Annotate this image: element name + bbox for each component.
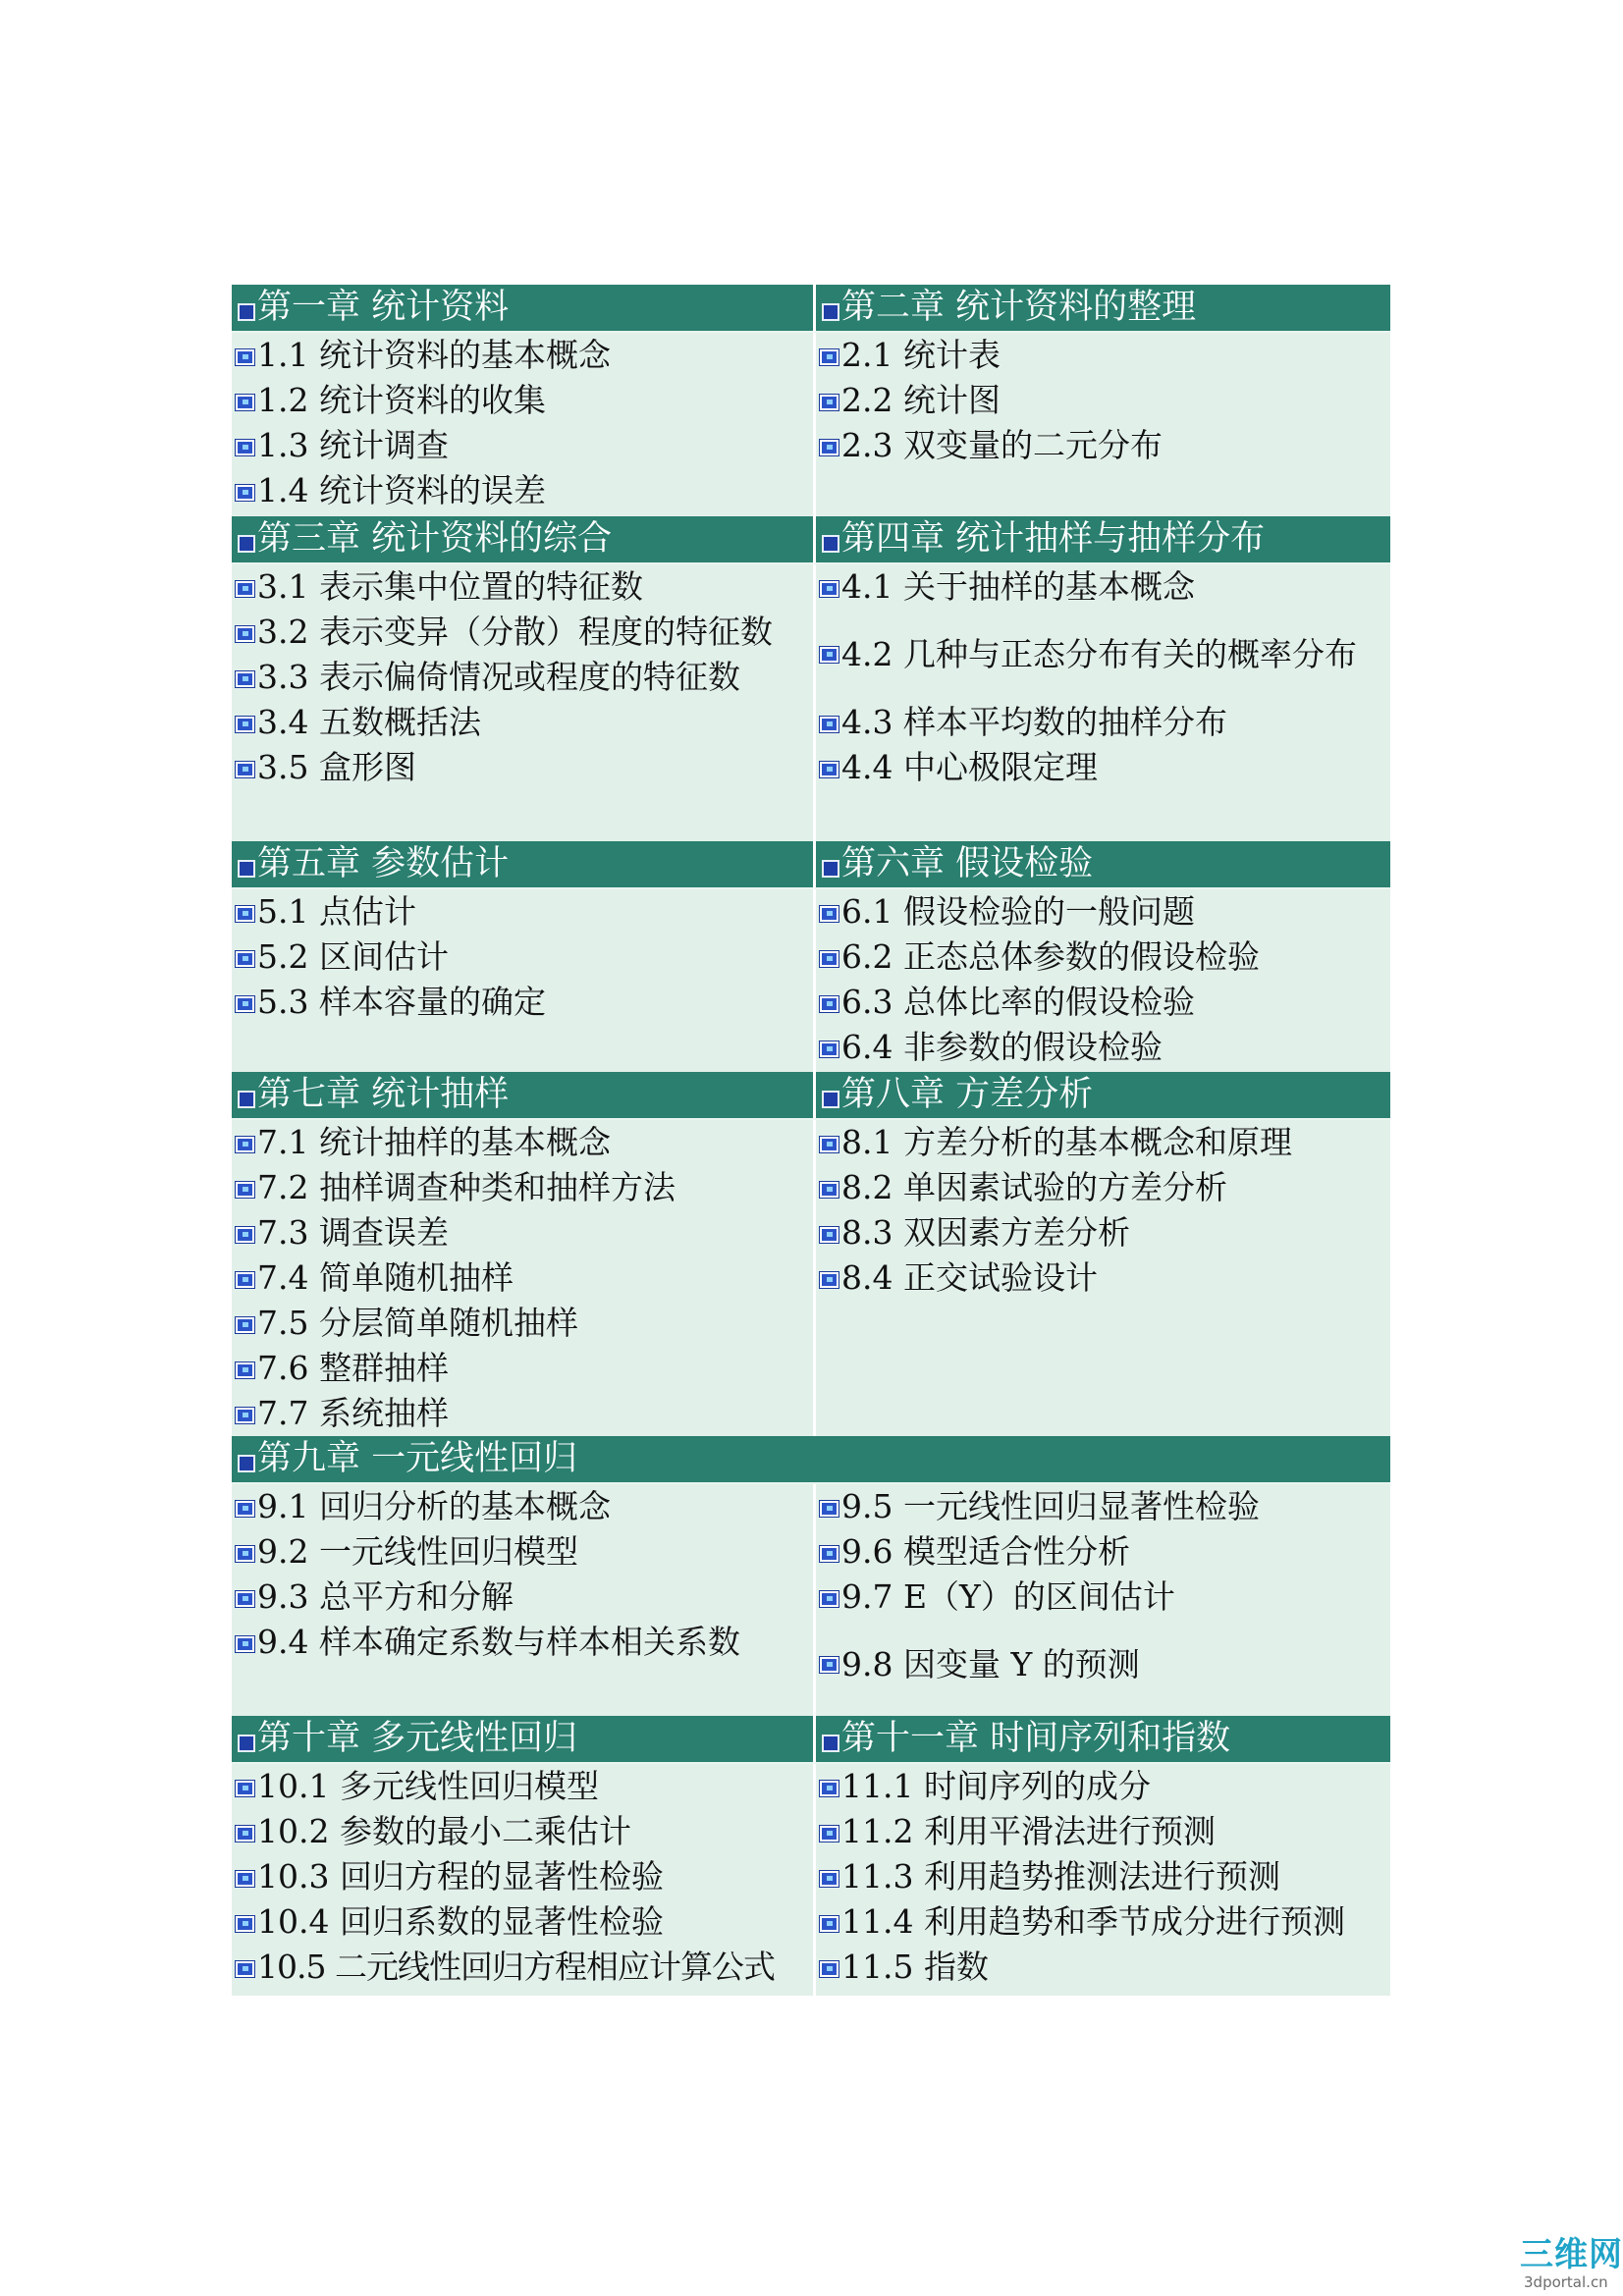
section-link[interactable]: 10.5 二元线性回归方程相应计算公式 — [232, 1945, 813, 1990]
link-bullet-icon — [820, 1227, 839, 1243]
section-link[interactable]: 4.4 中心极限定理 — [816, 745, 1390, 790]
chapter-bullet-icon — [238, 303, 255, 321]
section-row — [232, 1120, 1390, 1436]
link-bullet-icon — [820, 1272, 839, 1288]
section-link[interactable]: 11.2 利用平滑法进行预测 — [816, 1809, 1390, 1854]
link-bullet-icon — [820, 395, 839, 410]
section-link[interactable]: 1.2 统计资料的收集 — [232, 378, 813, 423]
section-link[interactable]: 3.5 盒形图 — [232, 745, 813, 790]
link-bullet-icon — [820, 1781, 839, 1796]
chapter-bullet-icon — [822, 535, 839, 553]
chapter-bullet-icon — [238, 1735, 255, 1752]
section-link[interactable]: 7.7 系统抽样 — [232, 1391, 813, 1436]
link-bullet-icon — [820, 440, 839, 455]
chapter-title: 第九章 一元线性回归 — [257, 1439, 578, 1478]
section-link[interactable]: 10.4 回归系数的显著性检验 — [232, 1899, 813, 1945]
chapter-5-link[interactable] — [232, 841, 813, 887]
link-bullet-icon — [820, 1137, 839, 1152]
link-bullet-icon — [236, 762, 254, 777]
link-bullet-icon — [236, 1408, 254, 1423]
link-bullet-icon — [236, 440, 254, 455]
link-bullet-icon — [236, 1546, 254, 1562]
section-link[interactable]: 7.6 整群抽样 — [232, 1346, 813, 1391]
chapter-bullet-icon — [822, 303, 839, 321]
section-row — [232, 1764, 1390, 1996]
link-bullet-icon — [820, 1591, 839, 1607]
watermark-logo-text: 三维网 — [1520, 2235, 1623, 2274]
section-link[interactable]: 4.2 几种与正态分布有关的概率分布 — [816, 610, 1390, 700]
chapter-7-link[interactable] — [232, 1072, 813, 1118]
section-link[interactable]: 8.4 正交试验设计 — [816, 1255, 1390, 1301]
chapter-bullet-icon — [238, 535, 255, 553]
link-bullet-icon — [236, 581, 254, 597]
chapter-bullet-icon — [238, 1091, 255, 1108]
link-bullet-icon — [236, 1781, 254, 1796]
section-link[interactable]: 9.8 因变量 Y 的预测 — [816, 1620, 1390, 1710]
section-row — [232, 1484, 1390, 1716]
chapter-title: 第三章 统计资料的综合 — [257, 519, 613, 559]
link-bullet-icon — [236, 626, 254, 642]
chapter-9-link[interactable] — [232, 1436, 1390, 1482]
section-link[interactable]: 10.1 多元线性回归模型 — [232, 1764, 813, 1809]
section-link[interactable]: 7.5 分层简单随机抽样 — [232, 1301, 813, 1346]
chapter-title: 第八章 方差分析 — [841, 1075, 1094, 1114]
section-link[interactable]: 6.4 非参数的假设检验 — [816, 1025, 1390, 1070]
link-bullet-icon — [236, 1501, 254, 1517]
chapter-bullet-icon — [238, 1455, 255, 1472]
section-link[interactable]: 9.6 模型适合性分析 — [816, 1529, 1390, 1575]
section-link[interactable]: 9.1 回归分析的基本概念 — [232, 1484, 813, 1529]
section-link[interactable]: 4.1 关于抽样的基本概念 — [816, 564, 1390, 610]
chapter-title: 第四章 统计抽样与抽样分布 — [841, 519, 1266, 559]
link-bullet-icon — [236, 485, 254, 501]
section-link[interactable]: 9.3 总平方和分解 — [232, 1575, 813, 1620]
link-bullet-icon — [820, 349, 839, 365]
chapter-6-link[interactable] — [816, 841, 1390, 887]
section-link[interactable]: 2.3 双变量的二元分布 — [816, 423, 1390, 468]
chapter-bullet-icon — [238, 860, 255, 878]
link-bullet-icon — [820, 1871, 839, 1887]
link-bullet-icon — [236, 1916, 254, 1932]
link-bullet-icon — [236, 1182, 254, 1198]
section-link[interactable]: 5.1 点估计 — [232, 889, 813, 934]
section-link[interactable]: 6.1 假设检验的一般问题 — [816, 889, 1390, 934]
link-bullet-icon — [236, 1961, 254, 1977]
section-link[interactable]: 8.1 方差分析的基本概念和原理 — [816, 1120, 1390, 1165]
link-bullet-icon — [820, 906, 839, 922]
link-bullet-icon — [820, 1546, 839, 1562]
section-link[interactable]: 7.3 调查误差 — [232, 1210, 813, 1255]
link-bullet-icon — [820, 1826, 839, 1842]
link-bullet-icon — [236, 1871, 254, 1887]
table-of-contents — [232, 285, 1390, 1996]
link-bullet-icon — [236, 996, 254, 1012]
chapter-3-link[interactable] — [232, 516, 813, 562]
link-bullet-icon — [236, 1317, 254, 1333]
link-bullet-icon — [236, 1362, 254, 1378]
link-bullet-icon — [820, 581, 839, 597]
section-link[interactable]: 8.2 单因素试验的方差分析 — [816, 1165, 1390, 1210]
section-link[interactable]: 1.4 统计资料的误差 — [232, 468, 813, 513]
section-link[interactable]: 9.5 一元线性回归显著性检验 — [816, 1484, 1390, 1529]
link-bullet-icon — [236, 395, 254, 410]
chapter-2-link[interactable] — [816, 285, 1390, 331]
section-link[interactable]: 9.7 E（Y）的区间估计 — [816, 1575, 1390, 1620]
section-link[interactable]: 3.3 表示偏倚情况或程度的特征数 — [232, 655, 813, 700]
section-link[interactable]: 8.3 双因素方差分析 — [816, 1210, 1390, 1255]
link-bullet-icon — [820, 1501, 839, 1517]
section-link[interactable]: 3.2 表示变异（分散）程度的特征数 — [232, 610, 813, 655]
chapter-header-row — [232, 285, 1390, 333]
section-link[interactable]: 1.1 统计资料的基本概念 — [232, 333, 813, 378]
chapter-header-row — [232, 1436, 1390, 1484]
link-bullet-icon — [820, 1041, 839, 1057]
section-link[interactable]: 7.2 抽样调查种类和抽样方法 — [232, 1165, 813, 1210]
chapter-4-link[interactable] — [816, 516, 1390, 562]
section-link[interactable]: 2.2 统计图 — [816, 378, 1390, 423]
chapter-1-link[interactable] — [232, 285, 813, 331]
link-bullet-icon — [236, 349, 254, 365]
link-bullet-icon — [236, 1227, 254, 1243]
chapter-header-row — [232, 841, 1390, 889]
chapter-title: 第二章 统计资料的整理 — [841, 288, 1197, 327]
chapter-bullet-icon — [822, 1091, 839, 1108]
link-bullet-icon — [236, 671, 254, 687]
link-bullet-icon — [236, 1591, 254, 1607]
section-row — [232, 333, 1390, 516]
link-bullet-icon — [820, 762, 839, 777]
section-link[interactable]: 9.4 样本确定系数与样本相关系数 — [232, 1620, 813, 1665]
chapter-header-row — [232, 1716, 1390, 1764]
section-link[interactable]: 11.4 利用趋势和季节成分进行预测 — [816, 1899, 1390, 1945]
chapter-header-row — [232, 516, 1390, 564]
link-bullet-icon — [236, 1272, 254, 1288]
link-bullet-icon — [820, 1182, 839, 1198]
link-bullet-icon — [820, 996, 839, 1012]
section-link[interactable]: 7.1 统计抽样的基本概念 — [232, 1120, 813, 1165]
section-link[interactable]: 11.5 指数 — [816, 1945, 1390, 1990]
chapter-11-link[interactable] — [816, 1716, 1390, 1762]
chapter-title: 第十一章 时间序列和指数 — [841, 1719, 1231, 1758]
chapter-title: 第七章 统计抽样 — [257, 1075, 510, 1114]
link-bullet-icon — [820, 1916, 839, 1932]
section-link[interactable]: 2.1 统计表 — [816, 333, 1390, 378]
link-bullet-icon — [820, 951, 839, 967]
chapter-header-row — [232, 1072, 1390, 1120]
link-bullet-icon — [820, 1961, 839, 1977]
chapter-title: 第十章 多元线性回归 — [257, 1719, 578, 1758]
chapter-bullet-icon — [822, 1735, 839, 1752]
section-link[interactable]: 6.2 正态总体参数的假设检验 — [816, 934, 1390, 980]
section-link[interactable]: 5.2 区间估计 — [232, 934, 813, 980]
chapter-bullet-icon — [822, 860, 839, 878]
section-link[interactable]: 7.4 简单随机抽样 — [232, 1255, 813, 1301]
section-link[interactable]: 5.3 样本容量的确定 — [232, 980, 813, 1025]
link-bullet-icon — [236, 906, 254, 922]
section-link[interactable]: 3.1 表示集中位置的特征数 — [232, 564, 813, 610]
link-bullet-icon — [236, 951, 254, 967]
link-bullet-icon — [236, 1137, 254, 1152]
link-bullet-icon — [820, 1657, 839, 1673]
section-link[interactable]: 10.2 参数的最小二乘估计 — [232, 1809, 813, 1854]
section-link[interactable]: 10.3 回归方程的显著性检验 — [232, 1854, 813, 1899]
link-bullet-icon — [236, 1636, 254, 1652]
section-link[interactable]: 4.3 样本平均数的抽样分布 — [816, 700, 1390, 745]
section-link[interactable]: 9.2 一元线性回归模型 — [232, 1529, 813, 1575]
link-bullet-icon — [236, 717, 254, 732]
chapter-title: 第五章 参数估计 — [257, 844, 510, 883]
section-link[interactable]: 6.3 总体比率的假设检验 — [816, 980, 1390, 1025]
watermark-url-text: 3dportal.cn — [1524, 2273, 1608, 2291]
site-watermark — [1520, 2236, 1623, 2296]
section-link[interactable]: 3.4 五数概括法 — [232, 700, 813, 745]
chapter-title: 第六章 假设检验 — [841, 844, 1094, 883]
section-row — [232, 889, 1390, 1072]
chapter-title: 第一章 统计资料 — [257, 288, 510, 327]
section-row — [232, 564, 1390, 841]
section-link[interactable]: 11.3 利用趋势推测法进行预测 — [816, 1854, 1390, 1899]
chapter-10-link[interactable] — [232, 1716, 813, 1762]
link-bullet-icon — [236, 1826, 254, 1842]
link-bullet-icon — [820, 717, 839, 732]
link-bullet-icon — [820, 647, 839, 663]
section-link[interactable]: 11.1 时间序列的成分 — [816, 1764, 1390, 1809]
section-link[interactable]: 1.3 统计调查 — [232, 423, 813, 468]
chapter-8-link[interactable] — [816, 1072, 1390, 1118]
